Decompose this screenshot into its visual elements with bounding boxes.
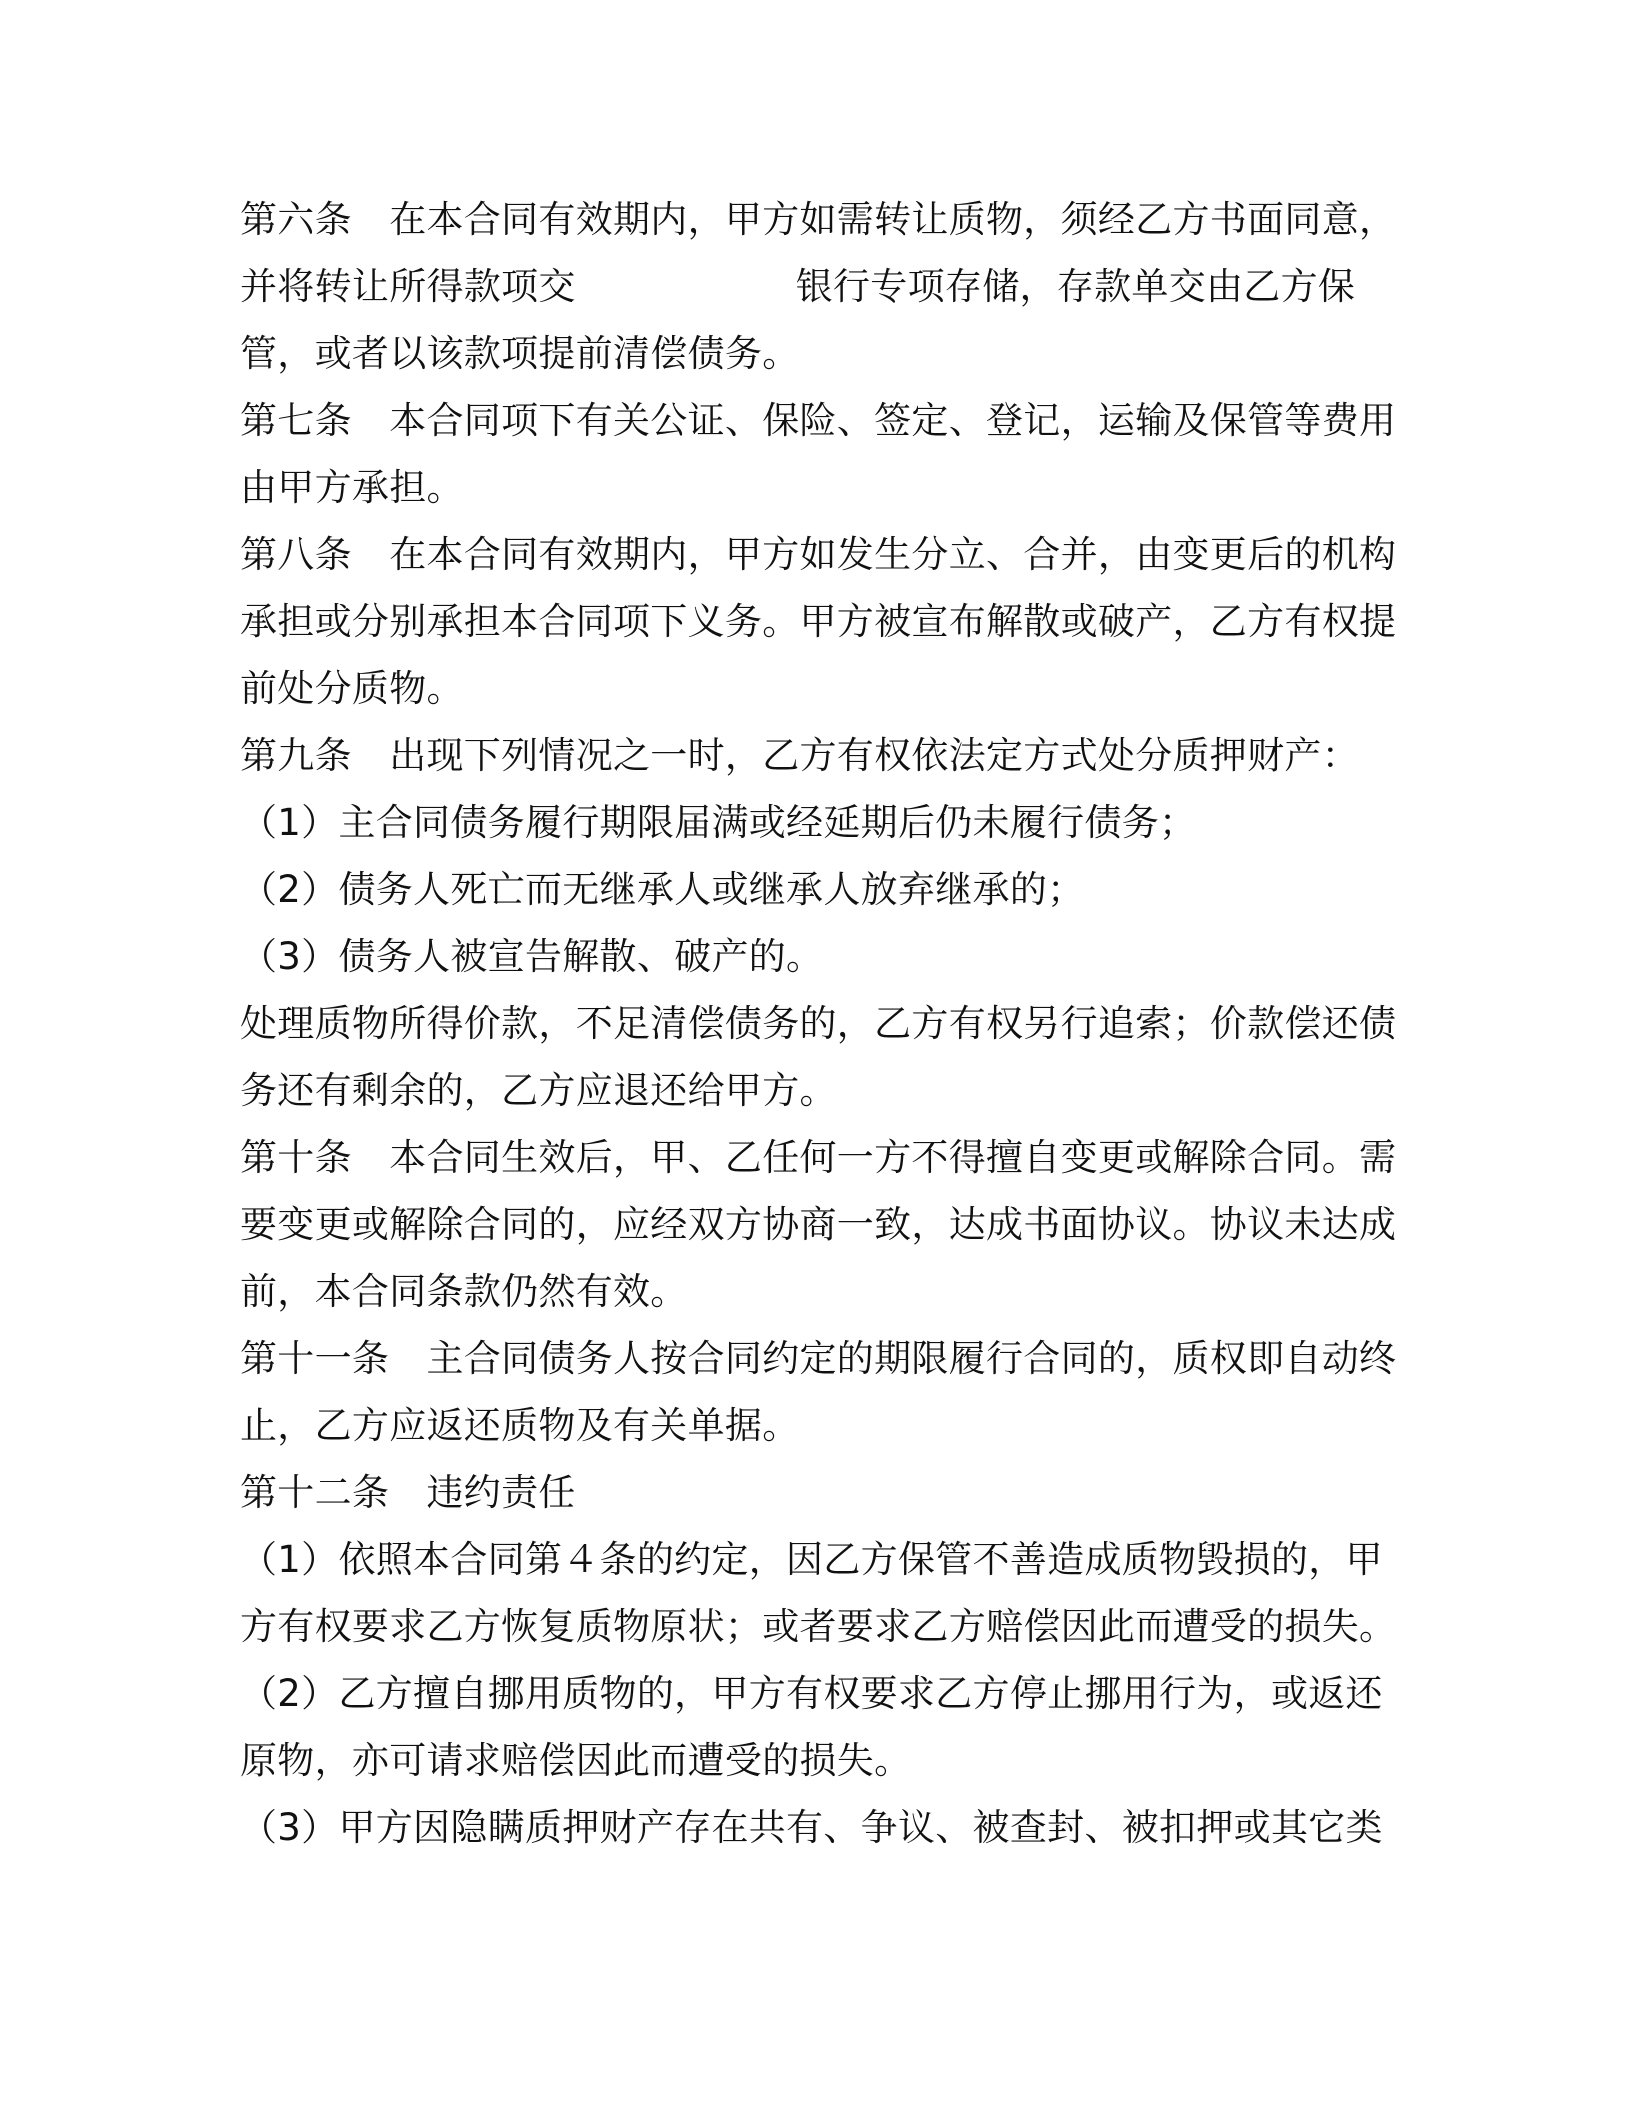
article-12-item-2-line-2: 原物，亦可请求赔偿因此而遭受的损失。 (240, 1739, 912, 1782)
article-10-line-1: 第十条 本合同生效后，甲、乙任何一方不得擅自变更或解除合同。需 (240, 1136, 1397, 1179)
article-6-line-3: 管，或者以该款项提前清偿债务。 (240, 332, 800, 375)
article-10-line-3: 前，本合同条款仍然有效。 (240, 1270, 688, 1313)
article-10-line-2: 要变更或解除合同的，应经双方协商一致，达成书面协议。协议未达成 (240, 1203, 1397, 1246)
article-7-line-1: 第七条 本合同项下有关公证、保险、签定、登记，运输及保管等费用 (240, 399, 1397, 442)
article-12-item-3-line-1: （3）甲方因隐瞒质押财产存在共有、争议、被查封、被扣押或其它类 (240, 1806, 1383, 1849)
article-6-line-1: 第六条 在本合同有效期内，甲方如需转让质物，须经乙方书面同意， (240, 198, 1397, 241)
article-6-line-2-start: 并将转让所得款项交 (240, 265, 576, 308)
article-9-note-line-1: 处理质物所得价款，不足清偿债务的，乙方有权另行追索；价款偿还债 (240, 1002, 1397, 1045)
article-11-line-2: 止，乙方应返还质物及有关单据。 (240, 1404, 800, 1447)
article-8-line-1: 第八条 在本合同有效期内，甲方如发生分立、合并，由变更后的机构 (240, 533, 1397, 576)
article-12-item-1-line-1: （1）依照本合同第４条的约定，因乙方保管不善造成质物毁损的，甲 (240, 1538, 1383, 1581)
article-8-line-3: 前处分质物。 (240, 667, 464, 710)
article-8-line-2: 承担或分别承担本合同项下义务。甲方被宣布解散或破产，乙方有权提 (240, 600, 1397, 643)
article-12-item-1-line-2: 方有权要求乙方恢复质物原状；或者要求乙方赔偿因此而遭受的损失。 (240, 1605, 1397, 1648)
article-12-heading: 第十二条 违约责任 (240, 1471, 576, 1514)
article-9-note-line-2: 务还有剩余的，乙方应退还给甲方。 (240, 1069, 837, 1112)
article-7-line-2: 由甲方承担。 (240, 466, 464, 509)
article-12-item-2-line-1: （2）乙方擅自挪用质物的，甲方有权要求乙方停止挪用行为，或返还 (240, 1672, 1383, 1715)
article-9-item-2: （2）债务人死亡而无继承人或继承人放弃继承的； (240, 868, 1085, 911)
article-6-line-2-end: 银行专项存储，存款单交由乙方保 (795, 265, 1356, 308)
article-6-line-2 (240, 262, 1355, 312)
article-9-item-3: （3）债务人被宣告解散、破产的。 (240, 935, 824, 978)
article-9-line-1: 第九条 出现下列情况之一时，乙方有权依法定方式处分质押财产： (240, 734, 1359, 777)
article-9-item-1: （1）主合同债务履行期限届满或经延期后仍未履行债务； (240, 801, 1197, 844)
article-11-line-1: 第十一条 主合同债务人按合同约定的期限履行合同的，质权即自动终 (240, 1337, 1397, 1380)
